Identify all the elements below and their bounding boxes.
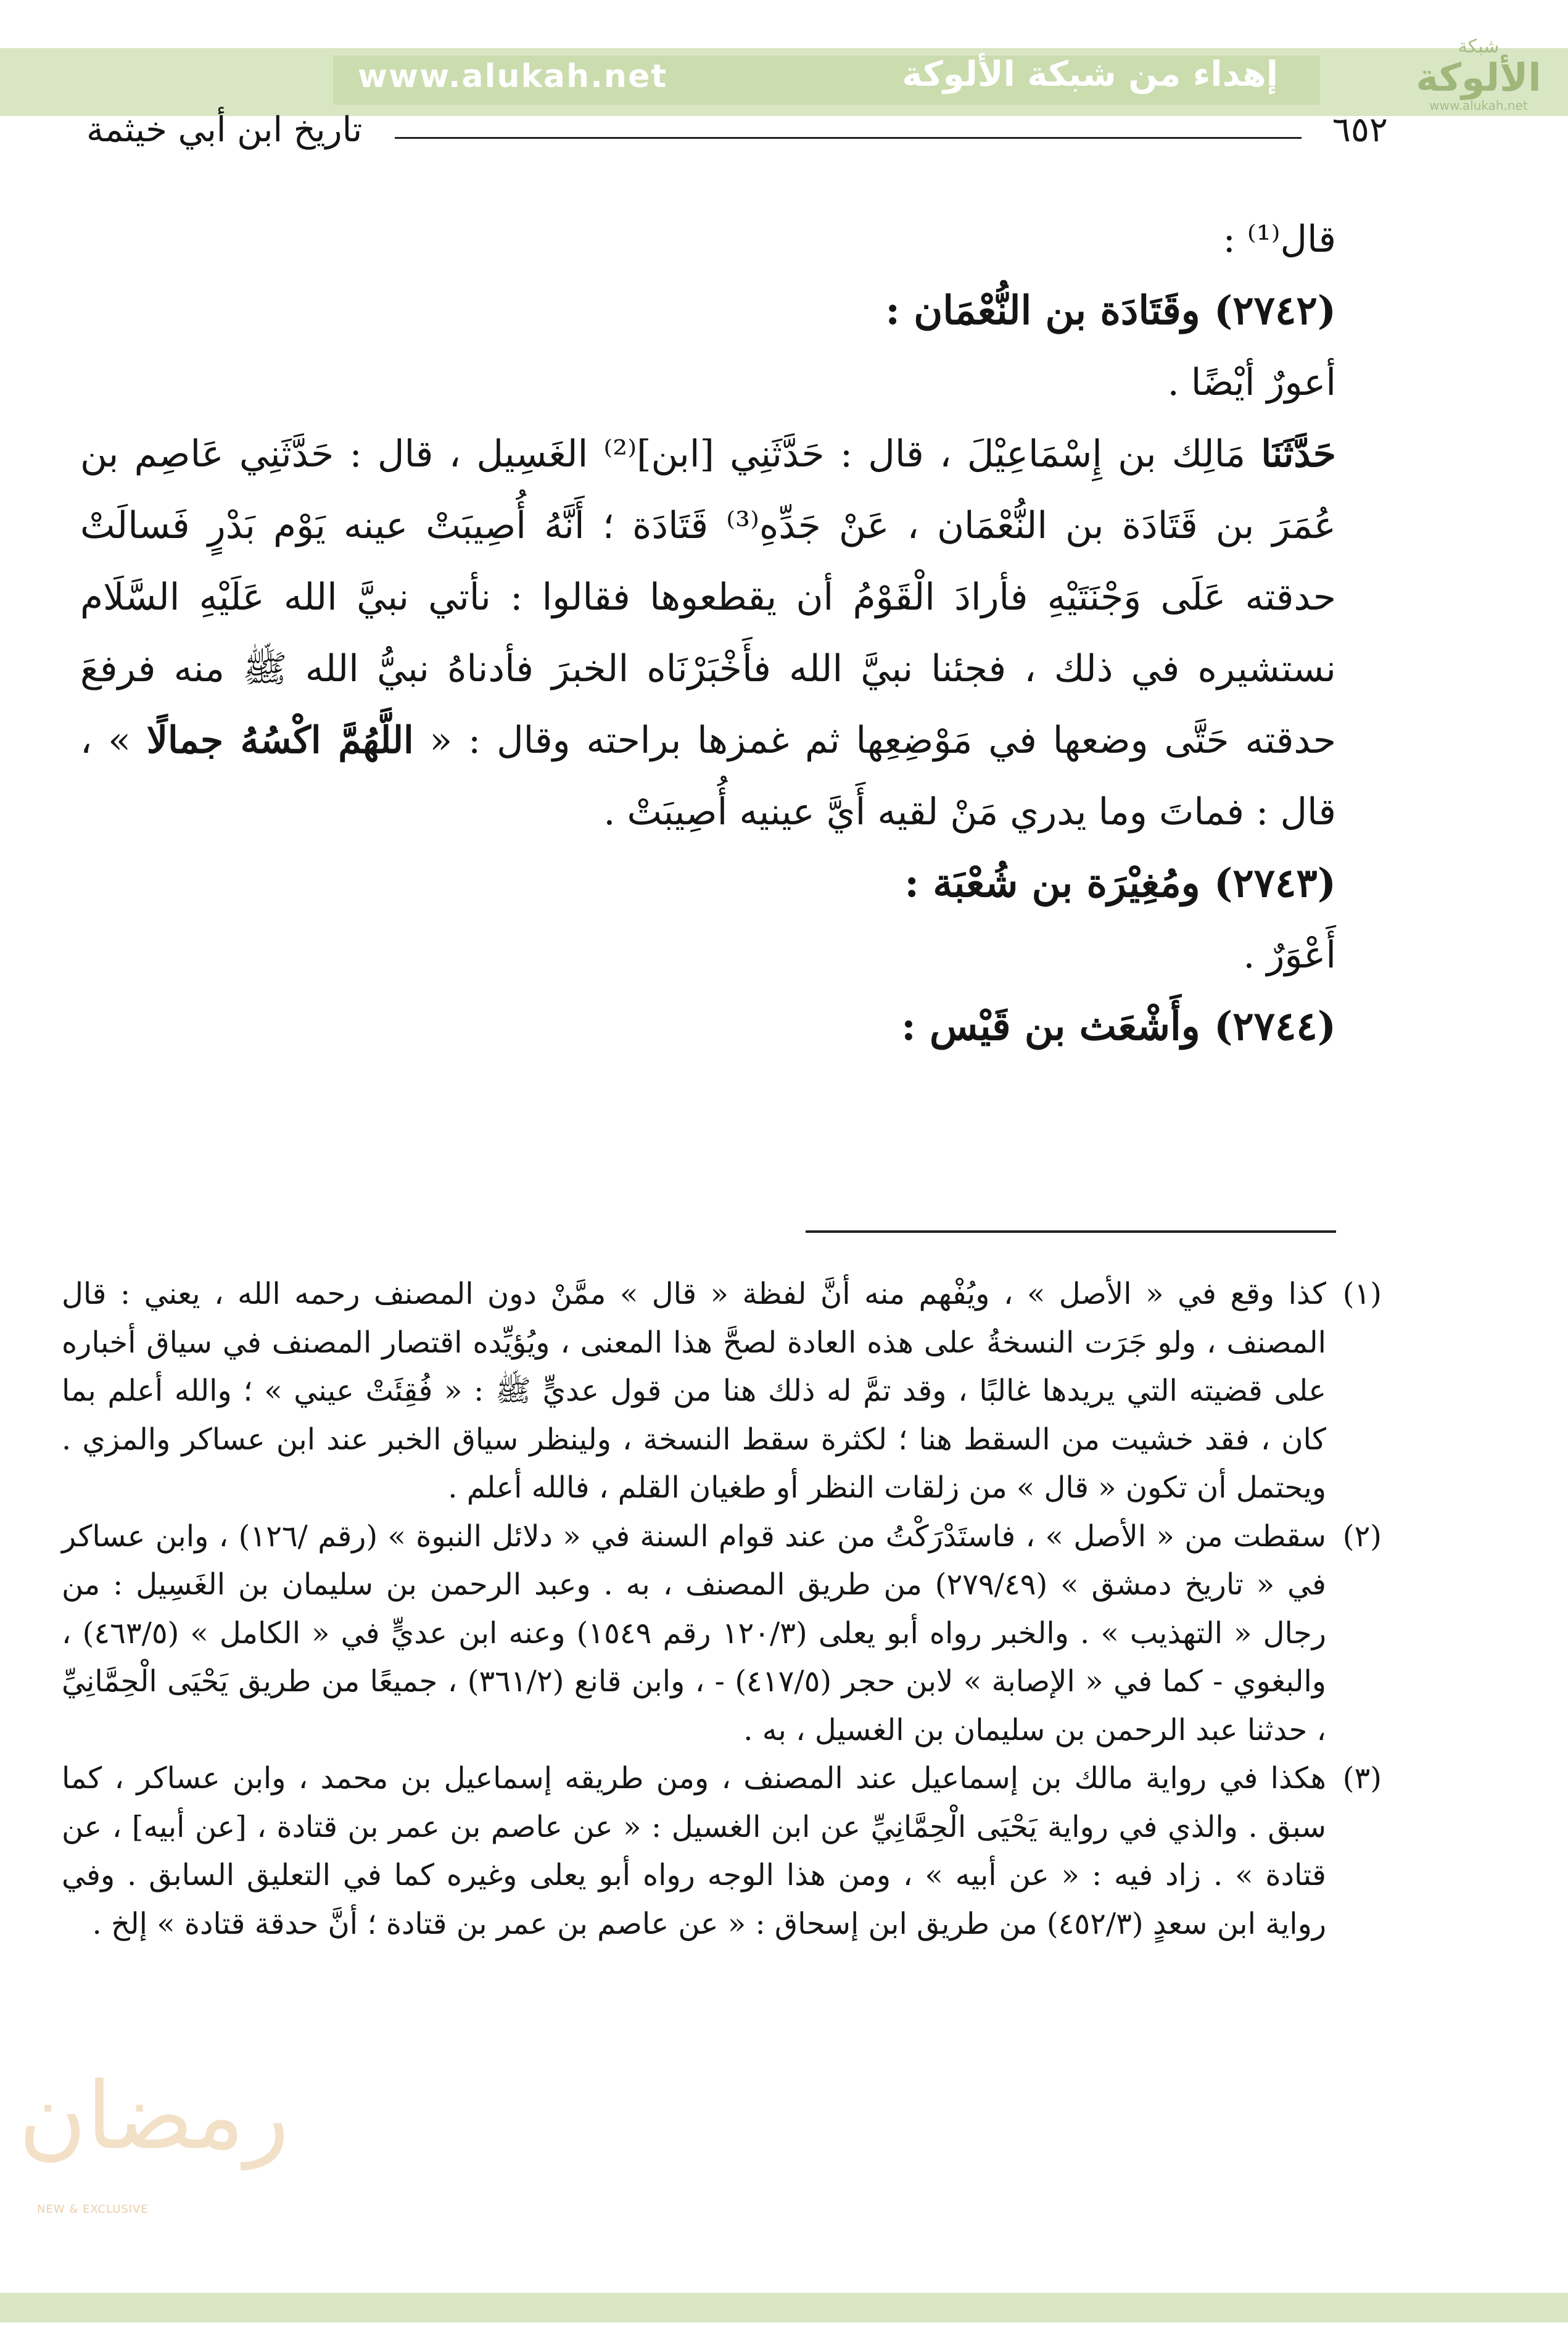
narration-part-1: مَالِك بن إِسْمَاعِيْلَ ، قال : حَدَّثَنِي [ابن]⁽²⁾ الغَسِيل ، قال : حَدَّثَنِي عَاصِم بن عُمَرَ بن قَتَادَة بن النُّعْمَان ، عَنْ جَدِّهِ⁽³⁾ قَتَادَة ؛ أَنَّهُ أُصِيبَتْ عينه يَوْم بَدْرٍ فَسالَتْ حدقته عَلَى وَجْنَتَيْهِ فأرادَ الْقَوْمُ أن يقطعوها فقالوا : نأتي نبيَّ الله عَلَيْهِ السَّلَام نستشيره في ذلك ، فجئنا نبيَّ الله فأَخْبَرْنَاه الخبرَ فأدناهُ نبيُّ الله ﷺ منه فرفعَ حدقته حَتَّى وضعها في مَوْضِعِها ثم غمزها براحته وقال : « (80, 433, 1337, 762)
book-title: تاريخ ابن أبي خيثمة (86, 110, 363, 150)
page-number: ٦٥٢ (1332, 110, 1388, 150)
footnote-2 (62, 1512, 1382, 1755)
entry-heading-2743: (٢٧٤٣) ومُغِيْرَة بن شُعْبَة : (904, 860, 1336, 906)
banner-gift-text: إهداء من شبكة الألوكة (902, 54, 1278, 94)
entry-note-2743: أَعْوَرٌ . (1243, 934, 1336, 977)
bottom-band (0, 2293, 1568, 2323)
footnotes (62, 1270, 1382, 1948)
ramadan-watermark: رمضان (19, 2063, 289, 2170)
footnote-3 (62, 1754, 1382, 1948)
logo-url-text: www.alukah.net (1429, 98, 1528, 113)
alukah-logo (1414, 36, 1543, 128)
prophetic-quote: اللَّهُمَّ اكْسُهُ جمالًا (146, 719, 414, 762)
entry-heading-2744: (٢٧٤٤) وأَشْعَث بن قَيْس : (901, 1003, 1336, 1050)
intro-line: قال⁽¹⁾ : (1223, 218, 1336, 261)
footnote-1 (62, 1270, 1382, 1512)
header-rule (395, 137, 1302, 139)
entry-note-2742: أعورٌ أيْضًا . (1167, 361, 1336, 404)
main-text (80, 204, 1336, 1063)
footnote-text: هكذا في رواية مالك بن إسماعيل عند المصنف ، ومن طريقه إسماعيل بن محمد ، وابن عساكر ، كما سبق . والذي في رواية يَحْيَى الْحِمَّانِيِّ عن ابن الغسيل : « عن عاصم بن عمر بن قتادة ، [عن أبيه] ، عن قتادة » . زاد فيه : « عن أبيه » ، ومن هذا الوجه رواه أبو يعلى وغيره كما في التعليق السابق . وفي رواية ابن سعدٍ (٤٥٢/٣) من طريق ابن إسحاق : « عن عاصم بن عمر بن قتادة ؛ أنَّ حدقة قتادة » إلخ . (62, 1761, 1326, 1941)
footnote-number: (١) (1342, 1277, 1382, 1311)
narration-part-2: » ، قال : فماتَ وما يدري مَنْ لقيه أَيَّ عينيه أُصِيبَتْ . (80, 719, 1336, 834)
footnote-text: كذا وقع في « الأصل » ، ويُفْهم منه أنَّ لفظة « قال » ممَّنْ دون المصنف رحمه الله ، يعني : قال المصنف ، ولو جَرَت النسخةُ على هذه العادة لصحَّ هذا المعنى ، ويُؤيِّده اقتصار المصنف في سياق أخباره على قضيته التي يريدها غالبًا ، وقد تمَّ له ذلك هنا من قول عديٍّ ﷺ : « فُقِئَتْ عيني » ؛ والله أعلم بما كان ، فقد خشيت من السقط هنا ؛ لكثرة سقط النسخة ، ولينظر سياق الخبر عند ابن عساكر والمزي . ويحتمل أن تكون « قال » من زلقات النظر أو طغيان القلم ، فالله أعلم . (62, 1277, 1326, 1505)
footnote-text: سقطت من « الأصل » ، فاستَدْرَكْتُ من عند قوام السنة في « دلائل النبوة » (رقم /١٢٦) ، وابن عساكر في « تاريخ دمشق » (٢٧٩/٤٩) من طريق المصنف ، به . وعبد الرحمن بن سليمان بن الغَسِيل : من رجال « التهذيب » . والخبر رواه أبو يعلى (١٢٠/٣ رقم ١٥٤٩) وعنه ابن عديٍّ في « الكامل » (٤٦٣/٥) ، والبغوي - كما في « الإصابة » لابن حجر (٤١٧/٥) - ، وابن قانع (٣٦١/٢) ، جميعًا من طريق يَحْيَى الْحِمَّانِيِّ ، حدثنا عبد الرحمن بن سليمان بن الغسيل ، به . (62, 1519, 1327, 1747)
logo-main-text: الألوكة (1416, 55, 1541, 100)
running-header (86, 110, 1388, 159)
narration-paragraph (80, 418, 1336, 848)
footnote-number: (٢) (1342, 1519, 1382, 1554)
banner-site-url: www.alukah.net (358, 58, 668, 95)
footnote-separator (806, 1230, 1336, 1233)
narration-lead: حَدَّثَنَا (1261, 433, 1336, 476)
entry-heading-2742: (٢٧٤٢) وقَتَادَة بن النُّعْمَان : (885, 288, 1336, 334)
footnote-number: (٣) (1342, 1761, 1382, 1796)
logo-top-text: شبكة (1458, 36, 1500, 57)
watermark-caption: NEW & EXCLUSIVE (37, 2203, 149, 2216)
